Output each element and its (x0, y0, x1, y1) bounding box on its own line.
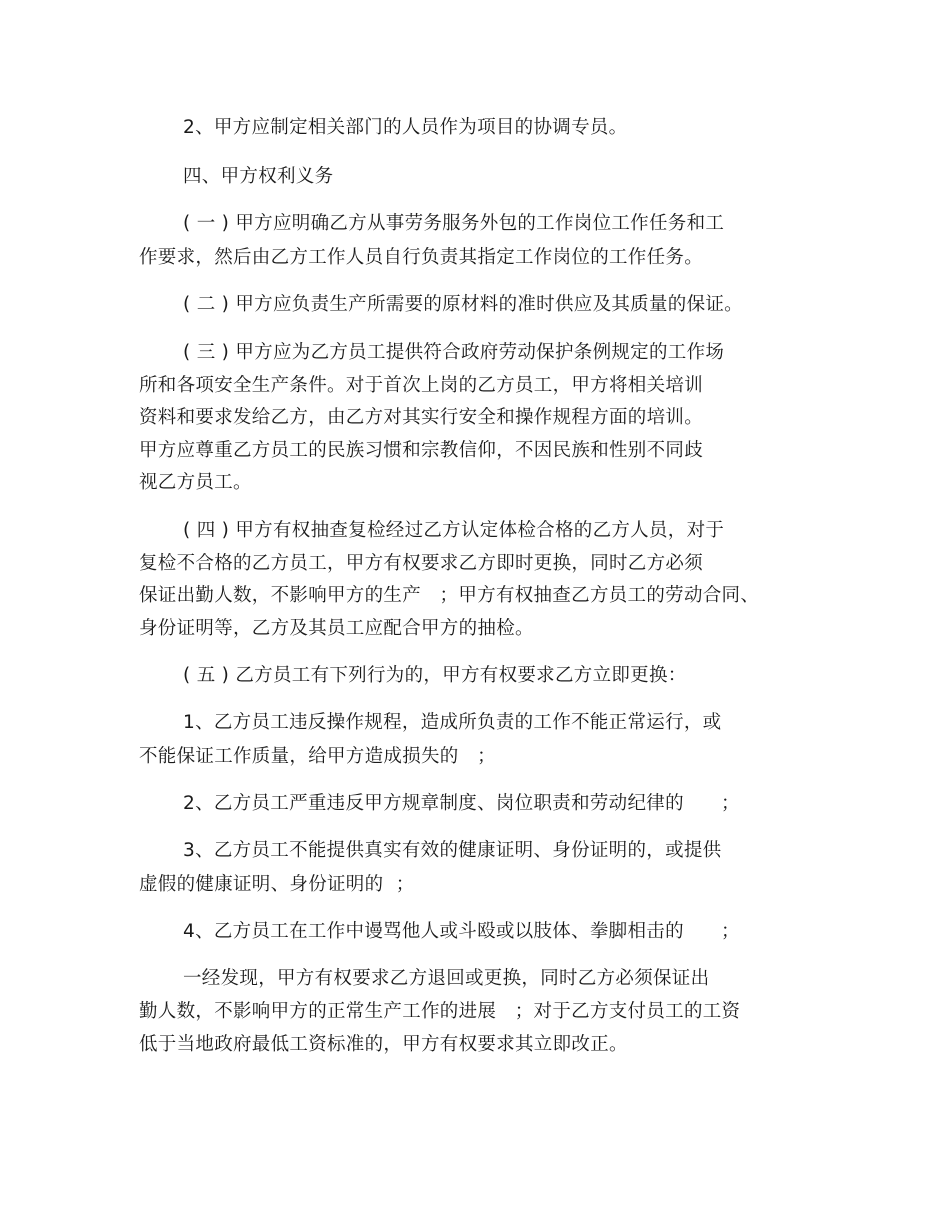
text-line: 1、乙方员工违反操作规程，造成所负责的工作不能正常运行，或 (183, 712, 722, 733)
text-line: 2、乙方员工严重违反甲方规章制度、岗位职责和劳动纪律的 ； (183, 793, 740, 814)
text-line: 虚假的健康证明、身份证明的 ； (139, 874, 415, 895)
text-line: 2、甲方应制定相关部门的人员作为项目的协调专员。 (183, 117, 628, 138)
text-line: 资料和要求发给乙方，由乙方对其实行安全和操作规程方面的培训。 (139, 407, 704, 428)
text-line: 身份证明等，乙方及其员工应配合甲方的抽检。 (139, 618, 534, 639)
text-line: 视乙方员工。 (139, 472, 252, 493)
text-line: 一经发现，甲方有权要求乙方退回或更换，同时乙方必须保证出 (183, 968, 710, 989)
text-line: 复检不合格的乙方员工，甲方有权要求乙方即时更换，同时乙方必须 (139, 553, 704, 574)
text-line: ( 二 ) 甲方应负责生产所需要的原材料的准时供应及其质量的保证。 (183, 294, 743, 315)
text-line: 不能保证工作质量，给甲方造成损失的 ； (139, 746, 496, 767)
text-line: ( 五 ) 乙方员工有下列行为的，甲方有权要求乙方立即更换： (183, 665, 687, 686)
text-line: ( 一 ) 甲方应明确乙方从事劳务服务外包的工作岗位工作任务和工 (183, 213, 725, 234)
text-line: 3、乙方员工不能提供真实有效的健康证明、身份证明的，或提供 (183, 840, 722, 861)
text-line: 勤人数，不影响甲方的正常生产工作的进展 ；对于乙方支付员工的工资 (139, 1001, 741, 1022)
text-line: 所和各项安全生产条件。对于首次上岗的乙方员工，甲方将相关培训 (139, 375, 704, 396)
text-line: 4、乙方员工在工作中谩骂他人或斗殴或以肢体、拳脚相击的 ； (183, 921, 740, 942)
section-heading: 四、甲方权利义务 (183, 166, 334, 187)
text-line: 甲方应尊重乙方员工的民族习惯和宗教信仰，不因民族和性别不同歧 (139, 440, 704, 461)
text-line: ( 四 ) 甲方有权抽查复检经过乙方认定体检合格的乙方人员，对于 (183, 520, 725, 541)
text-line: 低于当地政府最低工资标准的，甲方有权要求其立即改正。 (139, 1034, 628, 1055)
text-line: 作要求，然后由乙方工作人员自行负责其指定工作岗位的工作任务。 (139, 247, 704, 268)
text-line: ( 三 ) 甲方应为乙方员工提供符合政府劳动保护条例规定的工作场 (183, 342, 725, 363)
text-line: 保证出勤人数，不影响甲方的生产 ；甲方有权抽查乙方员工的劳动合同、 (139, 585, 760, 606)
